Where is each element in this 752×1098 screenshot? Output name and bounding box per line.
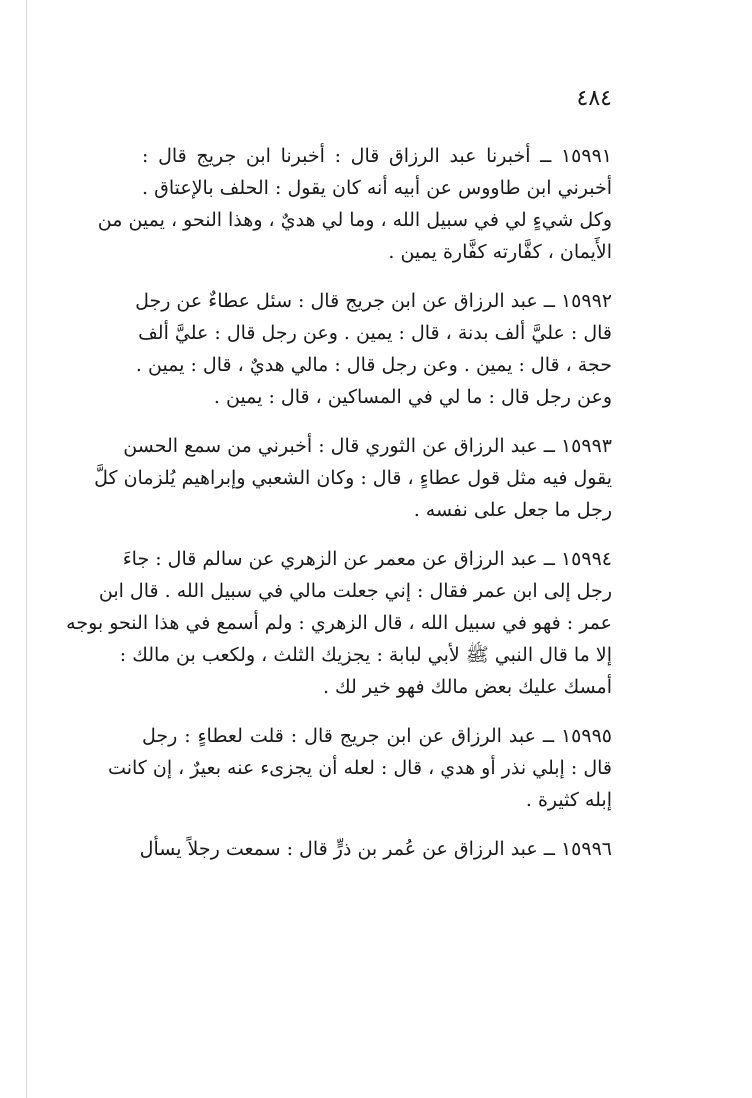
text-line: أمسك عليك بعض مالك فهو خير لك . [322, 676, 612, 698]
text-line: ١٥٩٩٢ ــ عبد الرزاق عن ابن جريج قال : سئل عطاءٌ عن رجل [135, 290, 612, 312]
text-line: قال : إبلي نذر أو هدي ، قال : لعله أن يجزىء عنه بعيرٌ ، إن كانت [108, 757, 612, 779]
text-line: أخبرني ابن طاووس عن أبيه أنه كان يقول : الحلف بالإعتاق . [142, 177, 612, 199]
text-line: إلا ما قال النبي ﷺ لأبي لبابة : يجزيك الثلث ، ولكعب بن مالك : [119, 644, 612, 666]
text-line: عمر : فهو في سبيل الله ، قال الزهري : ولم أسمع في هذا النحو بوجه [66, 612, 612, 634]
text-line: ١٥٩٩٦ ــ عبد الرزاق عن عُمر بن ذرٍّ قال : سمعت رجلاً يسأل [139, 838, 612, 860]
text-line: ١٥٩٩١ ــ أخبرنا عبد الرزاق قال : أخبرنا ابن جريج قال : [142, 145, 612, 167]
text-line: وعن رجل قال : ما لي في المساكين ، قال : يمين . [213, 386, 612, 408]
text-line: إبله كثيرة . [525, 789, 612, 811]
hadith-15996 [139, 833, 612, 865]
text-line: ١٥٩٩٣ ــ عبد الرزاق عن الثوري قال : أخبرني من سمع الحسن [123, 435, 612, 457]
hadith-15995 [108, 720, 612, 816]
text-body [66, 140, 612, 882]
text-line: رجل إلى ابن عمر فقال : إني جعلت مالي في سبيل الله . قال ابن [98, 580, 612, 602]
page-number: ٤٨٤ [576, 86, 612, 111]
text-line: رجل ما جعل على نفسه . [413, 499, 612, 521]
text-line: الأَيمان ، كفَّارته كفَّارة يمين . [388, 241, 612, 263]
hadith-15992 [135, 285, 612, 413]
text-line: حجة ، قال : يمين . وعن رجل قال : مالي هديٌ ، قال : يمين . [135, 354, 612, 376]
text-line: ١٥٩٩٤ ــ عبد الرزاق عن معمر عن الزهري عن سالم قال : جاءَ [122, 548, 612, 570]
page-edge-line [26, 0, 27, 1098]
text-line: وكل شيءٍ لي في سبيل الله ، وما لي هديٌ ، وهذا النحو ، يمين من [97, 209, 612, 231]
text-line: ١٥٩٩٥ ــ عبد الرزاق عن ابن جريج قال : قلت لعطاءٍ : رجل [142, 725, 612, 747]
hadith-15991 [97, 140, 612, 268]
text-line: يقول فيه مثل قول عطاءٍ ، قال : وكان الشعبي وإبراهيم يُلزمان كلَّ [94, 467, 612, 489]
hadith-15994 [66, 543, 612, 703]
text-line: قال : عليَّ ألف بدنة ، قال : يمين . وعن رجل قال : عليَّ ألف [138, 322, 612, 344]
hadith-15993 [94, 430, 612, 526]
